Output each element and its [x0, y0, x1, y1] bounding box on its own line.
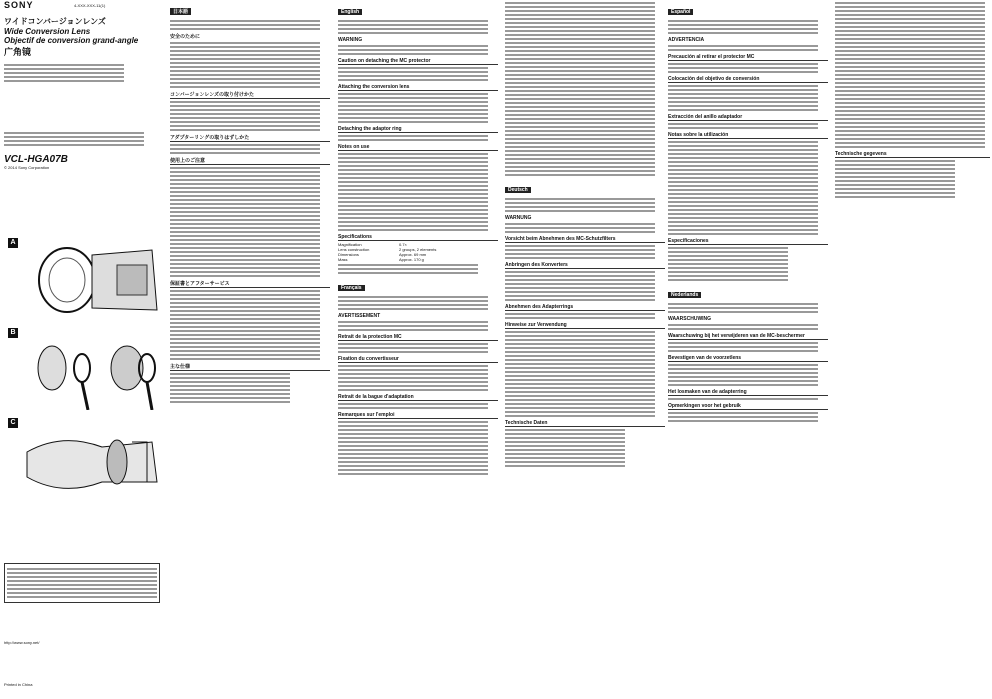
- section-nl-0: WAARSCHUWING: [668, 316, 712, 322]
- spec-value: Approx. 170 g: [399, 257, 424, 262]
- section-en-4: Notes on use: [338, 144, 498, 151]
- section-de-0: WARNUNG: [505, 215, 532, 221]
- lang-tag-fr: Français: [338, 285, 365, 291]
- spec-value: Approx. 69 mm: [399, 252, 427, 257]
- copyright: © 2014 Sony Corporation: [4, 165, 50, 170]
- section-es-3: Extracción del anillo adaptador: [668, 114, 828, 121]
- spec-label: Lens construction: [338, 247, 370, 252]
- english-column: [338, 0, 498, 699]
- spec-value: 2 groups, 2 elements: [399, 247, 437, 252]
- section-de-4: Hinweise zur Verwendung: [505, 322, 665, 329]
- section-es-0: ADVERTENCIA: [668, 37, 705, 43]
- title-ja: ワイドコンバージョンレンズ: [4, 17, 106, 26]
- spec-table: [338, 242, 498, 262]
- section-nl-3: Het losmaken van de adapterring: [668, 389, 828, 396]
- figure-c-label: C: [8, 418, 18, 428]
- section-fr-1: Retrait de la protection MC: [338, 334, 498, 341]
- section-en-3: Detaching the adaptor ring: [338, 126, 498, 133]
- german-column: [505, 0, 665, 699]
- section-nl-2: Bevestigen van de voorzetlens: [668, 355, 828, 362]
- section-ja-2: アダプターリングの取りはずしかた: [170, 134, 330, 142]
- title-fr: Objectif de conversion grand-angle: [4, 36, 139, 45]
- cover-column: [4, 0, 164, 699]
- lang-tag-de: Deutsch: [505, 187, 531, 193]
- title-en: Wide Conversion Lens: [4, 27, 91, 36]
- lang-tag-nl: Nederlands: [668, 292, 701, 298]
- sony-url[interactable]: http://www.sony.net/: [4, 640, 40, 645]
- contact-box: [4, 563, 160, 603]
- spec-label: Magnification: [338, 242, 362, 247]
- section-ja-1: コンバージョンレンズの取り付けかた: [170, 91, 330, 99]
- section-en-2: Attaching the conversion lens: [338, 84, 498, 91]
- section-en-0: WARNING: [338, 37, 363, 43]
- figure-a-label: A: [8, 238, 18, 248]
- section-es-1: Precaución al retirar el protector MC: [668, 54, 828, 61]
- model-number: VCL-HGA07B: [4, 154, 68, 165]
- cover-notice: [4, 132, 144, 146]
- figure-a-illustration: [22, 240, 162, 320]
- section-ja-0: 安全のために: [170, 34, 201, 40]
- spanish-column: [668, 0, 828, 699]
- section-en-5: Specifications: [338, 234, 498, 241]
- title-zh: 广角镜: [4, 47, 32, 57]
- printed-in: Printed in China: [4, 682, 33, 687]
- figure-c-illustration: [22, 422, 162, 502]
- section-de-2: Anbringen des Konverters: [505, 262, 665, 269]
- spec-value: 0.7×: [399, 242, 407, 247]
- lang-tag-ja: 日本語: [170, 8, 191, 15]
- section-ja-4: 保証書とアフターサービス: [170, 280, 330, 288]
- section-de-1: Vorsicht beim Abnehmen des MC-Schutzfilters: [505, 236, 665, 243]
- japanese-column: [170, 0, 330, 699]
- ref-number: 4-XXX-XXX-11(1): [74, 3, 106, 8]
- section-ja-5: 主な仕様: [170, 363, 330, 371]
- section-fr-4: Remarques sur l'emploi: [338, 412, 498, 419]
- section-ja-3: 使用上のご注意: [170, 157, 330, 165]
- spec-label: Mass: [338, 257, 348, 262]
- section-en-1: Caution on detaching the MC protector: [338, 58, 498, 65]
- lang-tag-es: Español: [668, 9, 693, 15]
- section-fr-3: Retrait de la bague d'adaptation: [338, 394, 498, 401]
- section-es-4: Notas sobre la utilización: [668, 132, 828, 139]
- lang-tag-en: English: [338, 9, 362, 15]
- dutch-column: [835, 0, 990, 699]
- brand-logo: SONY: [4, 0, 34, 10]
- spec-label: Dimensions: [338, 252, 359, 257]
- section-nl-specs: Technische gegevens: [835, 151, 990, 158]
- figure-b-illustration: [22, 330, 162, 410]
- multilingual-subtitles: [4, 64, 124, 82]
- section-es-2: Colocación del objetivo de conversión: [668, 76, 828, 83]
- section-es-5: Especificaciones: [668, 238, 828, 245]
- section-de-5: Technische Daten: [505, 420, 665, 427]
- section-fr-0: AVERTISSEMENT: [338, 313, 381, 319]
- figure-b-label: B: [8, 328, 18, 338]
- section-fr-2: Fixation du convertisseur: [338, 356, 498, 363]
- section-de-3: Abnehmen des Adapterrings: [505, 304, 665, 311]
- section-nl-1: Waarschuwing bij het verwijderen van de MC-beschermer: [668, 333, 828, 340]
- section-nl-4: Opmerkingen voor het gebruik: [668, 403, 828, 410]
